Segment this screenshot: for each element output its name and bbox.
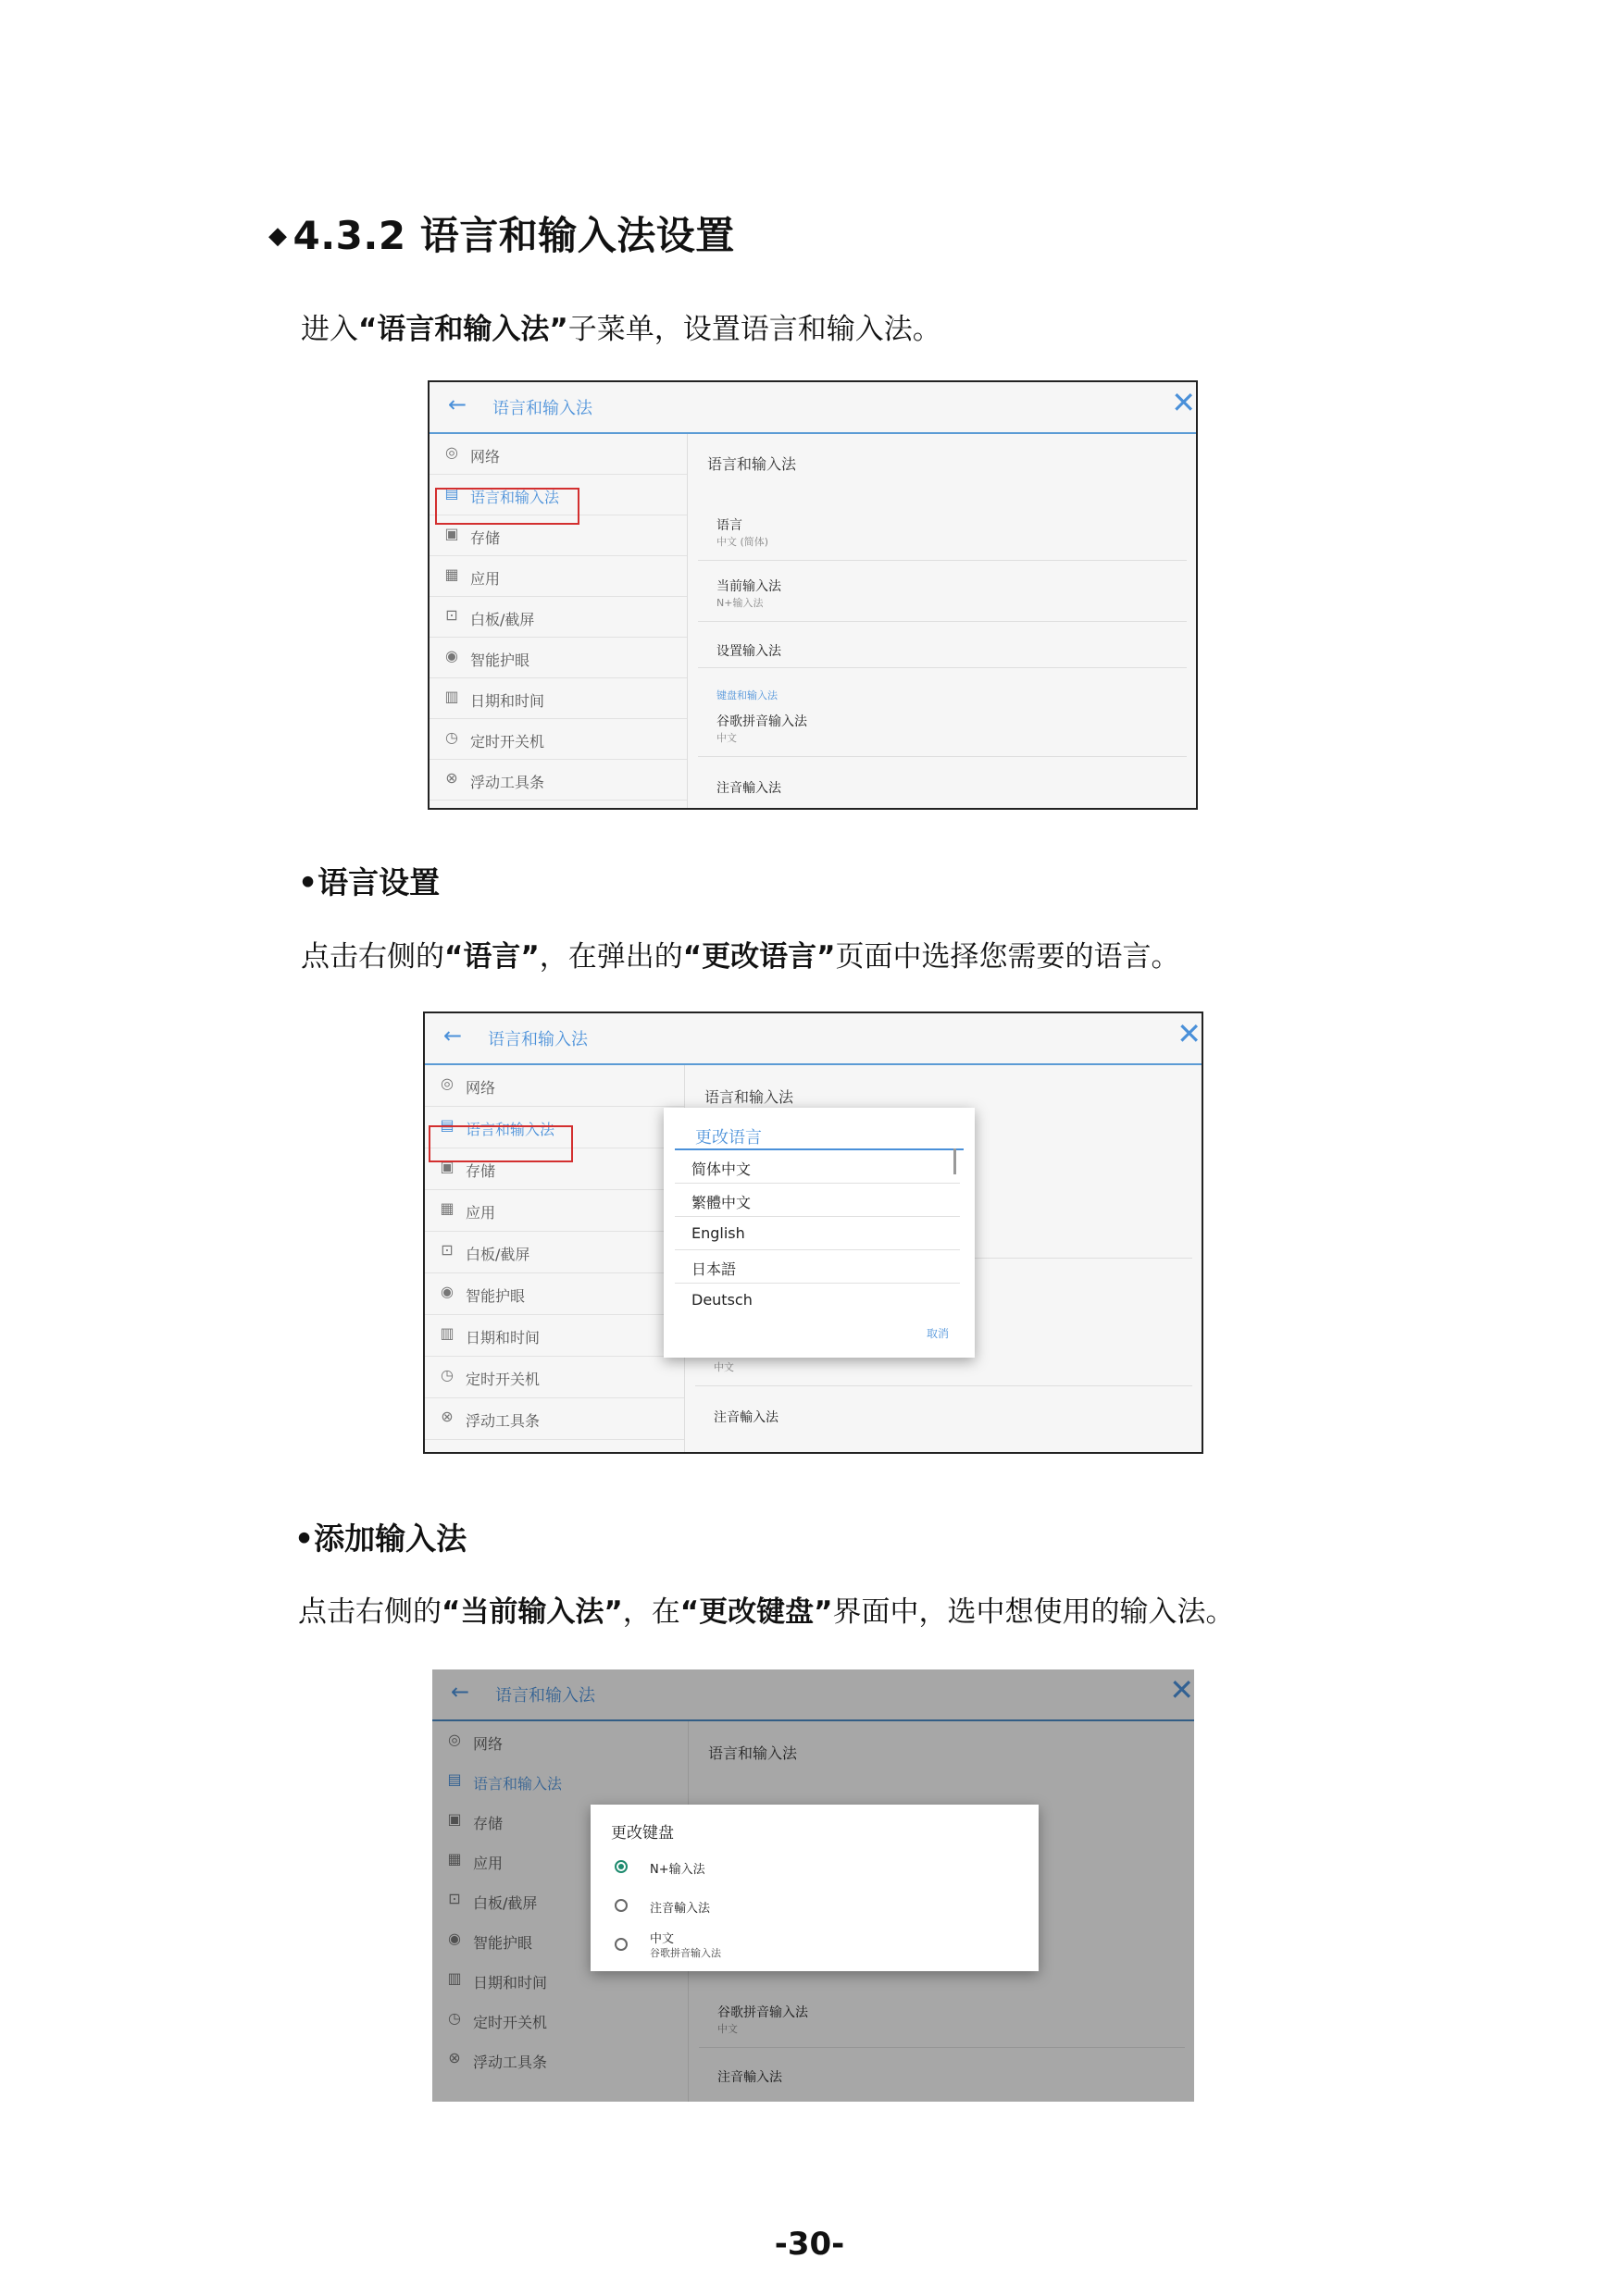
sidebar-item-floating-toolbar[interactable] [430,760,687,800]
bullet-icon: • [298,864,318,900]
set-ime-row[interactable] [698,630,1187,668]
eye-icon: ◉ [448,1930,461,1947]
timer-icon: ◷ [448,2009,461,2027]
highlight-box [435,488,579,525]
whiteboard-icon: ⊡ [448,1890,461,1907]
ime-subheading-text: 添加输入法 [314,1520,467,1557]
language-row[interactable] [698,508,1187,561]
lang-bold-2: “更改语言” [682,940,836,974]
header-title: 语言和输入法 [488,1030,588,1049]
language-option-label: English [691,1224,745,1242]
whiteboard-icon: ⊡ [441,1241,454,1259]
globe-icon: ◎ [445,443,458,461]
settings-screenshot-1 [428,380,1198,810]
intro-text-1: 进入 [301,313,358,346]
calendar-icon: ▥ [440,1324,455,1342]
current-ime-row[interactable] [698,569,1187,622]
language-option-label: 繁體中文 [691,1194,752,1211]
sidebar-item-apps[interactable] [430,556,687,597]
radio-unselected[interactable] [615,1899,628,1912]
globe-icon: ◎ [441,1074,454,1092]
keyboard-icon: ▤ [440,1116,455,1134]
change-language-dialog [664,1108,975,1358]
sidebar-item-timer-power[interactable] [425,1357,684,1398]
back-arrow-icon[interactable]: ← [448,391,467,417]
intro-text-2: 子菜单，设置语言和输入法。 [567,313,941,346]
sidebar-item-label: 定时开关机 [473,2014,548,2031]
ime-text-1: 点击右侧的 [298,1595,442,1629]
row-label: 谷歌拼音输入法 [716,714,807,729]
row-label: 谷歌拼音输入法 [717,2005,808,2020]
row-label: 注音輸入法 [714,1410,778,1425]
change-keyboard-dialog [591,1805,1039,1971]
storage-icon: ▣ [447,1810,462,1828]
sidebar-item-label: 浮动工具条 [473,2054,548,2071]
sidebar-item-label: 应用 [470,570,501,588]
sidebar-item-label: 应用 [473,1855,504,1872]
sidebar-item-label: 网络 [473,1735,504,1753]
sidebar-item-eye-care[interactable] [430,638,687,678]
ime-text-2: ，在 [622,1595,680,1629]
sidebar-item-label: 日期和时间 [466,1329,541,1347]
sidebar-item-label: 语言和输入法 [470,489,560,506]
sidebar-item-label: 智能护眼 [473,1934,533,1952]
sidebar-item-label: 存储 [470,529,501,547]
sidebar-item-label: 白板/截屏 [473,1894,538,1912]
sidebar-item-eye-care[interactable] [425,1273,684,1315]
row-value: 中文 (简体) [716,536,769,548]
settings-screenshot-2 [423,1011,1203,1454]
sidebar-item-label: 白板/截屏 [466,1246,530,1263]
keyboard-option-label[interactable]: 中文 [650,1932,675,1946]
calendar-icon: ▥ [447,1969,462,1987]
keyboard-section-label: 键盘和输入法 [716,689,778,701]
sidebar-item-network[interactable] [425,1065,684,1107]
row-value: 中文 [716,732,737,744]
diamond-bullet-icon: ◆ [268,222,288,250]
row-label: 语言 [716,518,742,533]
language-option-label: 日本語 [691,1260,737,1278]
apps-icon: ▦ [447,1850,462,1868]
back-arrow-icon[interactable]: ← [451,1679,470,1705]
sidebar-item-label: 定时开关机 [470,733,545,751]
ime-bold-2: “更改键盘” [679,1595,833,1629]
row-value: N+输入法 [716,597,764,609]
settings-header [425,1013,1202,1065]
storage-icon: ▣ [444,525,459,542]
storage-icon: ▣ [440,1158,455,1175]
radio-unselected[interactable] [615,1938,628,1951]
header-title: 语言和输入法 [492,399,592,418]
sidebar-item-label: 浮动工具条 [466,1412,541,1430]
timer-icon: ◷ [441,1366,454,1384]
header-title: 语言和输入法 [495,1686,595,1706]
close-icon[interactable]: ✕ [1169,1672,1194,1707]
bullet-icon: • [294,1520,315,1557]
whiteboard-icon: ⊡ [445,606,458,624]
back-arrow-icon[interactable]: ← [443,1023,463,1049]
sidebar-item-network[interactable] [430,434,687,475]
lang-text-3: 页面中选择您需要的语言。 [835,940,1180,974]
row-label: 设置输入法 [716,644,781,659]
row-value: 中文 [714,1361,734,1373]
detail-title: 语言和输入法 [708,1744,798,1762]
sidebar-item-label: 浮动工具条 [470,774,545,791]
section-heading [268,205,735,261]
settings-detail-pane [689,434,1196,808]
section-title: 4.3.2 语言和输入法设置 [293,213,735,258]
sidebar-item-whiteboard[interactable] [430,597,687,638]
language-option-label: 简体中文 [691,1160,752,1178]
detail-title: 语言和输入法 [707,455,797,473]
sidebar-item-timer-power[interactable] [430,719,687,760]
row-label: 当前输入法 [716,579,781,594]
google-pinyin-row[interactable] [698,704,1187,757]
sidebar-item-label: 智能护眼 [470,652,530,669]
sidebar-item-label: 网络 [470,448,501,465]
sidebar-item-label: 智能护眼 [466,1287,526,1305]
apps-icon: ▦ [444,565,459,583]
sidebar-item-floating-toolbar[interactable] [425,1398,684,1440]
keyboard-option-sublabel: 谷歌拼音输入法 [650,1947,721,1959]
ime-bold-1: “当前输入法” [442,1595,623,1629]
sidebar-item-label: 日期和时间 [473,1974,548,1992]
language-option[interactable] [675,1250,960,1284]
row-label: 注音輸入法 [716,781,781,796]
intro-paragraph [301,305,941,347]
lang-bold-1: “语言” [444,940,540,974]
sidebar-item-label: 应用 [466,1204,496,1222]
sidebar-item-date-time[interactable] [430,678,687,719]
sidebar-item-label: 存储 [466,1162,496,1180]
language-subheading [298,859,440,902]
dialog-title: 更改语言 [695,1128,762,1148]
sidebar-item-label: 网络 [466,1079,496,1097]
dialog-title: 更改键盘 [611,1824,674,1843]
sidebar-item-label: 语言和输入法 [466,1121,555,1138]
language-option-label: Deutsch [691,1291,753,1309]
language-option[interactable] [675,1284,960,1317]
sidebar-item-label: 存储 [473,1815,504,1832]
sidebar-item-label: 日期和时间 [470,692,545,710]
ime-paragraph [298,1588,1235,1630]
row-value: 中文 [717,2023,738,2035]
sidebar-item-date-time[interactable] [425,1315,684,1357]
sidebar-item-apps[interactable] [425,1190,684,1232]
intro-bold-1: “语言和输入法” [358,313,568,346]
row-label: 注音輸入法 [717,2070,782,2085]
sidebar-item-whiteboard[interactable] [425,1232,684,1273]
toolbar-icon: ⊗ [448,2049,461,2066]
language-option[interactable] [675,1150,960,1184]
ime-text-3: 界面中，选中想使用的输入法。 [832,1595,1235,1629]
lang-text-2: ，在弹出的 [539,940,683,974]
radio-selected[interactable] [615,1860,628,1873]
zhuyin-row[interactable] [695,1396,1192,1433]
eye-icon: ◉ [441,1283,454,1300]
toolbar-icon: ⊗ [441,1408,454,1425]
ime-subheading [294,1515,467,1558]
language-option[interactable] [675,1217,960,1250]
sidebar-item-label: 白板/截屏 [470,611,535,628]
toolbar-icon: ⊗ [445,769,458,787]
globe-icon: ◎ [448,1731,461,1748]
calendar-icon: ▥ [444,688,459,705]
settings-header [430,382,1196,434]
close-icon[interactable]: ✕ [1177,1016,1202,1051]
eye-icon: ◉ [445,647,458,664]
apps-icon: ▦ [440,1199,455,1217]
page-number: -30- [774,2226,845,2263]
zhuyin-row[interactable] [698,767,1187,804]
keyboard-option-label[interactable]: 注音輸入法 [650,1902,711,1916]
keyboard-icon: ▤ [444,484,459,502]
language-option[interactable] [675,1184,960,1217]
highlight-box [429,1125,573,1162]
timer-icon: ◷ [445,728,458,746]
settings-screenshot-3 [432,1669,1194,2102]
keyboard-option-label[interactable]: N+输入法 [650,1863,705,1877]
lang-text-1: 点击右侧的 [301,940,444,974]
cancel-button[interactable]: 取消 [926,1327,949,1340]
language-subheading-text: 语言设置 [318,864,441,900]
detail-title: 语言和输入法 [704,1088,794,1106]
language-paragraph [301,933,1180,974]
settings-sidebar [425,1065,685,1452]
sidebar-item-label: 定时开关机 [466,1371,541,1388]
sidebar-item-label: 语言和输入法 [473,1775,563,1793]
keyboard-icon: ▤ [447,1770,462,1788]
close-icon[interactable]: ✕ [1171,385,1196,420]
